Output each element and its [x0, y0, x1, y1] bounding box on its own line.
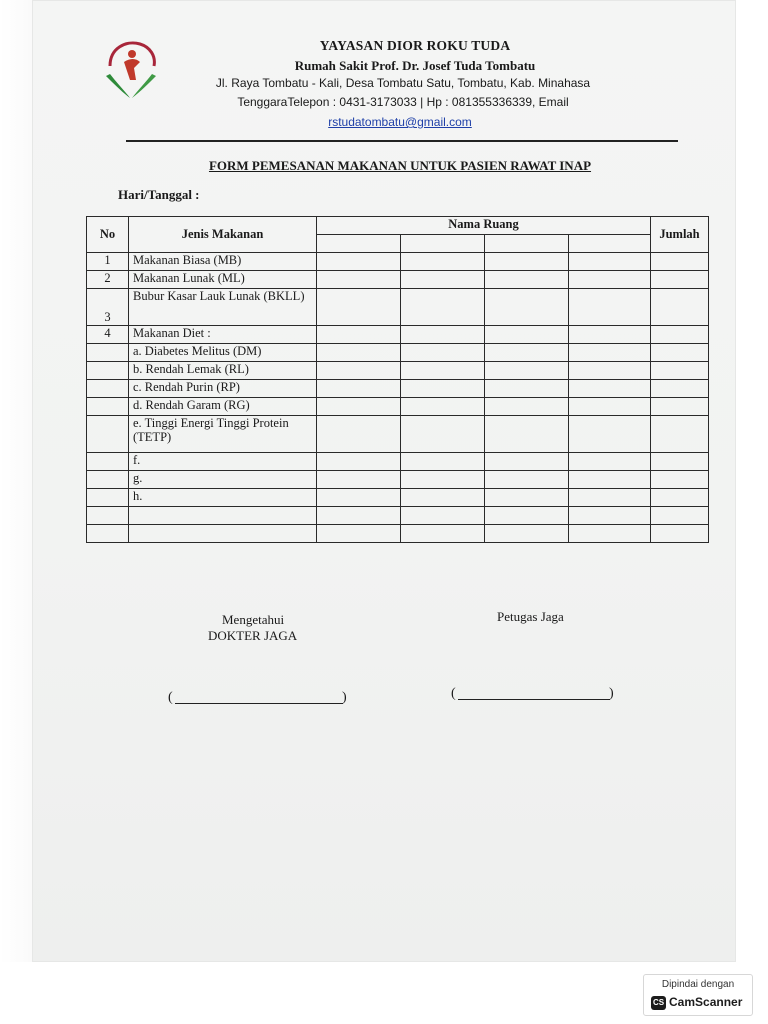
hospital-logo-icon	[104, 40, 158, 102]
room-cell[interactable]	[401, 271, 485, 289]
total-cell[interactable]	[651, 507, 709, 525]
row-item	[129, 507, 317, 525]
header-divider	[126, 140, 678, 142]
room-cell[interactable]	[401, 362, 485, 380]
table-row	[87, 471, 709, 489]
header-jumlah: Jumlah	[651, 217, 709, 253]
room-cell[interactable]	[485, 471, 569, 489]
total-cell[interactable]	[651, 344, 709, 362]
row-number: 4	[87, 326, 129, 344]
header-jenis-makanan: Jenis Makanan	[129, 217, 317, 253]
room-cell[interactable]	[569, 289, 651, 326]
email-link[interactable]: rstudatombatu@gmail.com	[328, 115, 472, 129]
duty-officer-label: Petugas Jaga	[497, 609, 564, 624]
room-cell[interactable]	[401, 398, 485, 416]
room-cell[interactable]	[485, 507, 569, 525]
row-number	[87, 398, 129, 416]
room-cell[interactable]	[401, 289, 485, 326]
row-item: c. Rendah Purin (RP)	[129, 380, 317, 398]
table-row	[87, 362, 709, 380]
room-cell[interactable]	[485, 453, 569, 471]
total-cell[interactable]	[651, 525, 709, 543]
close-paren: )	[342, 690, 347, 705]
room-cell[interactable]	[569, 398, 651, 416]
room-cell[interactable]	[401, 471, 485, 489]
watermark-brand: CamScanner	[669, 995, 743, 1009]
signature-underline	[458, 699, 610, 700]
close-paren: )	[609, 686, 614, 701]
row-number	[87, 471, 129, 489]
row-item: d. Rendah Garam (RG)	[129, 398, 317, 416]
table-row	[87, 344, 709, 362]
room-cell[interactable]	[569, 525, 651, 543]
table-row	[87, 326, 709, 344]
form-title: FORM PEMESANAN MAKANAN UNTUK PASIEN RAWAT INAP	[208, 158, 592, 173]
header-no: No	[87, 217, 129, 253]
address-line-1: Jl. Raya Tombatu - Kali, Desa Tombatu Satu, Tombatu, Kab. Minahasa	[215, 76, 591, 90]
row-number	[87, 416, 129, 453]
table-row	[87, 398, 709, 416]
row-number	[87, 380, 129, 398]
doctor-on-duty-label: DOKTER JAGA	[208, 628, 298, 643]
table-row	[87, 289, 709, 326]
total-cell[interactable]	[651, 326, 709, 344]
room-cell[interactable]	[401, 253, 485, 271]
room-cell[interactable]	[569, 471, 651, 489]
room-cell[interactable]	[317, 362, 401, 380]
scan-left-margin	[0, 0, 32, 962]
room-cell[interactable]	[569, 271, 651, 289]
room-cell[interactable]	[569, 416, 651, 453]
row-item: Makanan Diet :	[129, 326, 317, 344]
room-column-4	[569, 235, 651, 253]
total-cell[interactable]	[651, 271, 709, 289]
row-number: 3	[87, 289, 129, 326]
total-cell[interactable]	[651, 398, 709, 416]
room-cell[interactable]	[485, 344, 569, 362]
row-number: 1	[87, 253, 129, 271]
room-cell[interactable]	[317, 326, 401, 344]
org-name: YAYASAN DIOR ROKU TUDA	[319, 38, 511, 53]
room-cell[interactable]	[569, 489, 651, 507]
room-cell[interactable]	[317, 489, 401, 507]
row-item: Makanan Biasa (MB)	[129, 253, 317, 271]
total-cell[interactable]	[651, 416, 709, 453]
table-row	[87, 489, 709, 507]
officer-signature-line[interactable]	[451, 686, 617, 704]
hospital-name: Rumah Sakit Prof. Dr. Josef Tuda Tombatu	[294, 58, 536, 73]
room-cell[interactable]	[401, 380, 485, 398]
room-cell[interactable]	[401, 453, 485, 471]
row-item: g.	[129, 471, 317, 489]
row-item	[129, 525, 317, 543]
row-number	[87, 525, 129, 543]
row-item: a. Diabetes Melitus (DM)	[129, 344, 317, 362]
meal-order-table	[86, 216, 709, 543]
room-cell[interactable]	[317, 253, 401, 271]
row-number: 2	[87, 271, 129, 289]
room-cell[interactable]	[485, 398, 569, 416]
room-cell[interactable]	[485, 362, 569, 380]
signature-underline	[175, 703, 343, 704]
watermark-caption: Dipindai dengan	[661, 979, 735, 990]
table-row	[87, 416, 709, 453]
table-row	[87, 525, 709, 543]
total-cell[interactable]	[651, 471, 709, 489]
row-item: Makanan Lunak (ML)	[129, 271, 317, 289]
camscanner-logo-icon: CS	[651, 996, 666, 1010]
room-column-1	[317, 235, 401, 253]
room-cell[interactable]	[485, 253, 569, 271]
room-cell[interactable]	[485, 380, 569, 398]
table-row	[87, 507, 709, 525]
total-cell[interactable]	[651, 289, 709, 326]
total-cell[interactable]	[651, 253, 709, 271]
room-cell[interactable]	[569, 344, 651, 362]
room-cell[interactable]	[485, 489, 569, 507]
total-cell[interactable]	[651, 362, 709, 380]
room-cell[interactable]	[401, 507, 485, 525]
header-nama-ruang: Nama Ruang	[317, 217, 651, 235]
row-number	[87, 507, 129, 525]
date-label: Hari/Tanggal :	[118, 187, 200, 202]
row-item: h.	[129, 489, 317, 507]
room-cell[interactable]	[317, 471, 401, 489]
room-cell[interactable]	[569, 253, 651, 271]
camscanner-watermark	[643, 974, 753, 1016]
address-line-2: TenggaraTelepon : 0431-3173033 | Hp : 081355336339, Email	[237, 95, 569, 109]
total-cell[interactable]	[651, 453, 709, 471]
row-number	[87, 489, 129, 507]
room-cell[interactable]	[569, 453, 651, 471]
room-cell[interactable]	[317, 453, 401, 471]
room-cell[interactable]	[485, 525, 569, 543]
row-item: Bubur Kasar Lauk Lunak (BKLL)	[129, 289, 317, 326]
acknowledged-label: Mengetahui	[222, 612, 285, 627]
doctor-signature-line[interactable]	[168, 690, 350, 708]
room-cell[interactable]	[485, 326, 569, 344]
room-cell[interactable]	[317, 289, 401, 326]
room-cell[interactable]	[401, 525, 485, 543]
total-cell[interactable]	[651, 380, 709, 398]
room-cell[interactable]	[317, 344, 401, 362]
room-cell[interactable]	[317, 398, 401, 416]
room-column-2	[401, 235, 485, 253]
row-item: f.	[129, 453, 317, 471]
room-cell[interactable]	[569, 507, 651, 525]
row-number	[87, 344, 129, 362]
table-row	[87, 253, 709, 271]
room-cell[interactable]	[317, 525, 401, 543]
row-number	[87, 453, 129, 471]
open-paren: (	[168, 690, 173, 705]
row-item: e. Tinggi Energi Tinggi Protein (TETP)	[129, 416, 317, 453]
open-paren: (	[451, 686, 456, 701]
room-cell[interactable]	[317, 271, 401, 289]
room-cell[interactable]	[485, 289, 569, 326]
total-cell[interactable]	[651, 489, 709, 507]
room-cell[interactable]	[317, 416, 401, 453]
room-cell[interactable]	[569, 362, 651, 380]
room-cell[interactable]	[569, 326, 651, 344]
room-column-3	[485, 235, 569, 253]
room-cell[interactable]	[569, 380, 651, 398]
room-cell[interactable]	[401, 344, 485, 362]
room-cell[interactable]	[317, 507, 401, 525]
row-number	[87, 362, 129, 380]
room-cell[interactable]	[317, 380, 401, 398]
row-item: b. Rendah Lemak (RL)	[129, 362, 317, 380]
table-row	[87, 271, 709, 289]
room-cell[interactable]	[485, 416, 569, 453]
room-cell[interactable]	[401, 489, 485, 507]
table-row	[87, 453, 709, 471]
table-row	[87, 380, 709, 398]
room-cell[interactable]	[485, 271, 569, 289]
room-cell[interactable]	[401, 416, 485, 453]
room-cell[interactable]	[401, 326, 485, 344]
